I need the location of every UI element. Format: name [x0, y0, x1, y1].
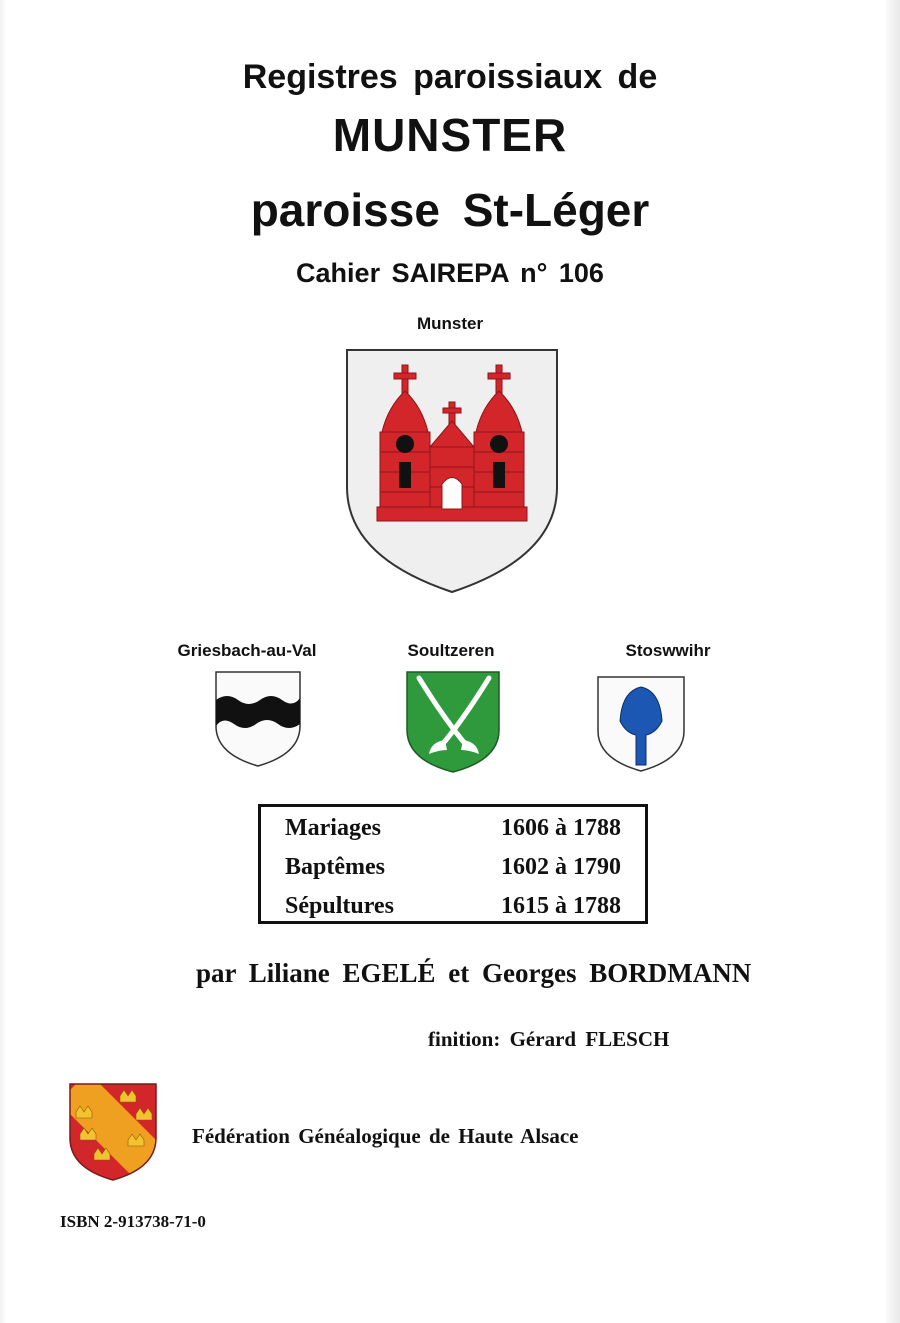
publisher: Fédération Généalogique de Haute Alsace: [192, 1124, 579, 1148]
stoswwihr-coat-of-arms-icon: [596, 675, 686, 773]
title-munster: MUNSTER: [332, 109, 568, 161]
isbn: ISBN 2-913738-71-0: [60, 1212, 206, 1231]
finition-credit: finition: Gérard FLESCH: [428, 1027, 670, 1051]
record-range: 1606 à 1788: [501, 815, 621, 841]
stoswwihr-label: Stoswwihr: [625, 641, 711, 660]
record-type: Sépultures: [285, 893, 394, 919]
haute-alsace-coat-of-arms-icon: [68, 1082, 158, 1182]
record-row-baptemes: [285, 854, 621, 886]
record-row-sepultures: [285, 893, 621, 925]
title-parish: paroisse St-Léger: [250, 184, 650, 236]
soultzeren-coat-of-arms-icon: [405, 670, 501, 774]
record-range: 1615 à 1788: [501, 893, 621, 919]
records-date-table: [258, 804, 648, 924]
authors: par Liliane EGELÉ et Georges BORDMANN: [196, 958, 752, 988]
record-range: 1602 à 1790: [501, 854, 621, 880]
record-type: Baptêmes: [285, 854, 385, 880]
title-line-1: Registres paroissiaux de: [242, 58, 658, 96]
soultzeren-label: Soultzeren: [407, 641, 495, 660]
series-number: Cahier SAIREPA n° 106: [296, 258, 604, 288]
record-row-mariages: [285, 815, 621, 847]
munster-coat-of-arms-icon: [344, 347, 560, 595]
griesbach-label: Griesbach-au-Val: [177, 641, 317, 660]
griesbach-coat-of-arms-icon: [214, 670, 302, 768]
munster-arms-label: Munster: [416, 314, 484, 333]
record-type: Mariages: [285, 815, 381, 841]
